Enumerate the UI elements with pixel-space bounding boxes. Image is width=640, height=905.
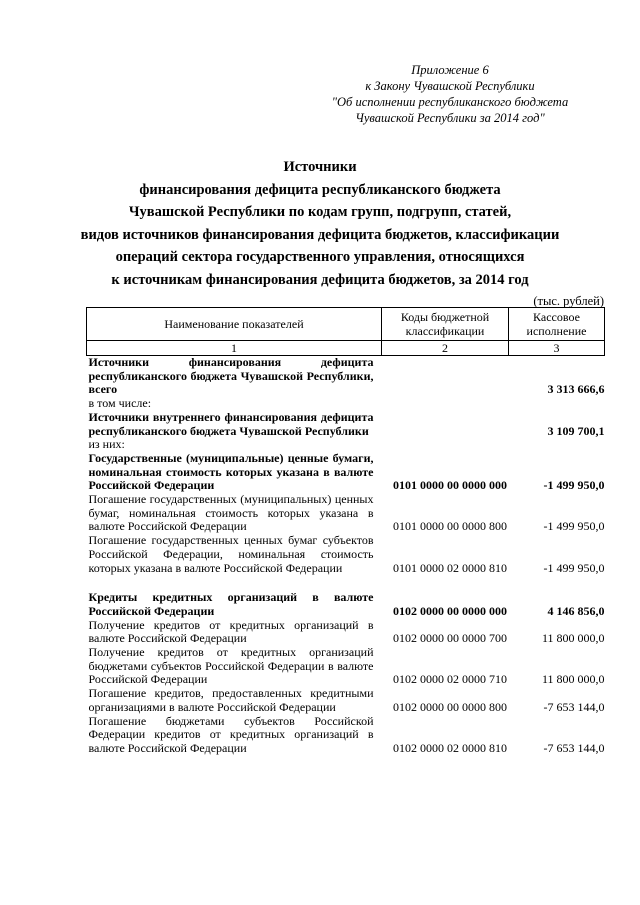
row-code: 0102 0000 00 0000 800 — [393, 699, 507, 714]
appendix-line: "Об исполнении республиканского бюджета — [331, 95, 569, 109]
row-value: 4 146 856,0 — [547, 603, 605, 618]
row-name: Источники внутреннего финансирования дефицита республиканского бюджета Чувашской Республики — [88, 409, 374, 438]
row-code: 0101 0000 00 0000 800 — [393, 519, 507, 534]
row-name: в том числе: — [88, 396, 152, 411]
table-row — [87, 411, 605, 438]
row-value: -1 499 950,0 — [543, 478, 605, 493]
table-row — [87, 534, 605, 575]
row-value: -1 499 950,0 — [543, 560, 605, 575]
header-value: Кассовое исполнение — [509, 308, 605, 341]
row-code: 0102 0000 02 0000 710 — [393, 672, 507, 687]
row-name: Погашение государственных (муниципальных) ценных бумаг, номинальная стоимость которых указана в валюте Российской Федерации — [88, 492, 374, 534]
table-row — [87, 356, 605, 398]
column-number-row — [87, 341, 605, 356]
table-row — [87, 493, 605, 534]
column-number: 2 — [382, 341, 509, 356]
table-row — [87, 452, 605, 493]
title-line: к источникам финансирования дефицита бюджетов, за 2014 год — [111, 271, 529, 288]
row-name: Получение кредитов от кредитных организаций бюджетами субъектов Российской Федерации в валюте Российской Федерации — [88, 645, 374, 687]
row-code: 0102 0000 02 0000 810 — [393, 740, 507, 755]
sources-table — [86, 307, 605, 756]
table-row — [87, 591, 605, 618]
row-value: 3 313 666,6 — [547, 382, 605, 397]
header-code: Коды бюджетной классификации — [382, 308, 509, 341]
row-name: Погашение бюджетами субъектов Российской Федерации кредитов от кредитных организаций в валюте Российской Федерации — [88, 713, 374, 755]
row-value: -7 653 144,0 — [543, 699, 605, 714]
row-code: 0101 0000 02 0000 810 — [393, 560, 507, 575]
table-row — [87, 397, 605, 411]
row-code — [382, 411, 509, 438]
table-header-row — [87, 308, 605, 341]
appendix-note — [300, 62, 600, 126]
row-code: 0102 0000 00 0000 000 — [393, 603, 507, 618]
table-row — [87, 715, 605, 756]
column-number: 3 — [509, 341, 605, 356]
column-number: 1 — [87, 341, 382, 356]
appendix-line: Чувашской Республики за 2014 год" — [355, 111, 545, 125]
table-row — [87, 687, 605, 714]
row-name: из них: — [88, 437, 125, 452]
appendix-line: Приложение 6 — [411, 63, 489, 77]
row-name: Источники финансирования дефицита республиканского бюджета Чувашской Республики, всего — [88, 355, 374, 397]
row-name: Погашение государственных ценных бумаг субъектов Российской Федерации, номинальная стоимость которых указана в валюте Российской Федерации — [88, 533, 374, 575]
table-row — [87, 619, 605, 646]
appendix-line: к Закону Чувашской Республики — [365, 79, 535, 93]
title-line: Источники — [283, 159, 357, 175]
title-line: операций сектора государственного управления, относящихся — [115, 249, 525, 265]
row-code: 0101 0000 00 0000 000 — [393, 478, 507, 493]
table-row — [87, 438, 605, 452]
header-name: Наименование показателей — [87, 308, 382, 341]
row-name: Кредиты кредитных организаций в валюте Российской Федерации — [88, 590, 374, 618]
row-name: Погашение кредитов, предоставленных кредитными организациями в валюте Российской Федерации — [88, 686, 374, 714]
row-name: Государственные (муниципальные) ценные бумаги, номинальная стоимость которых указана в валюте Российской Федерации — [88, 450, 374, 493]
spacer-row — [87, 575, 605, 591]
title-line: видов источников финансирования дефицита бюджетов, классификации — [80, 226, 560, 243]
row-value: 11 800 000,0 — [541, 672, 605, 687]
row-value: -7 653 144,0 — [543, 740, 605, 755]
row-code: 0102 0000 00 0000 700 — [393, 631, 507, 646]
row-name: Получение кредитов от кредитных организаций в валюте Российской Федерации — [88, 617, 374, 646]
row-value: 3 109 700,1 — [547, 423, 605, 438]
document-title — [60, 156, 580, 291]
title-line: финансирования дефицита республиканского бюджета — [139, 181, 501, 198]
title-line: Чувашской Республики по кодам групп, подгрупп, статей, — [128, 204, 512, 220]
row-value: -1 499 950,0 — [543, 519, 605, 534]
row-code — [382, 356, 509, 398]
table-row — [87, 646, 605, 687]
units-label: (тыс. рублей) — [533, 294, 604, 308]
row-value: 11 800 000,0 — [541, 631, 605, 646]
